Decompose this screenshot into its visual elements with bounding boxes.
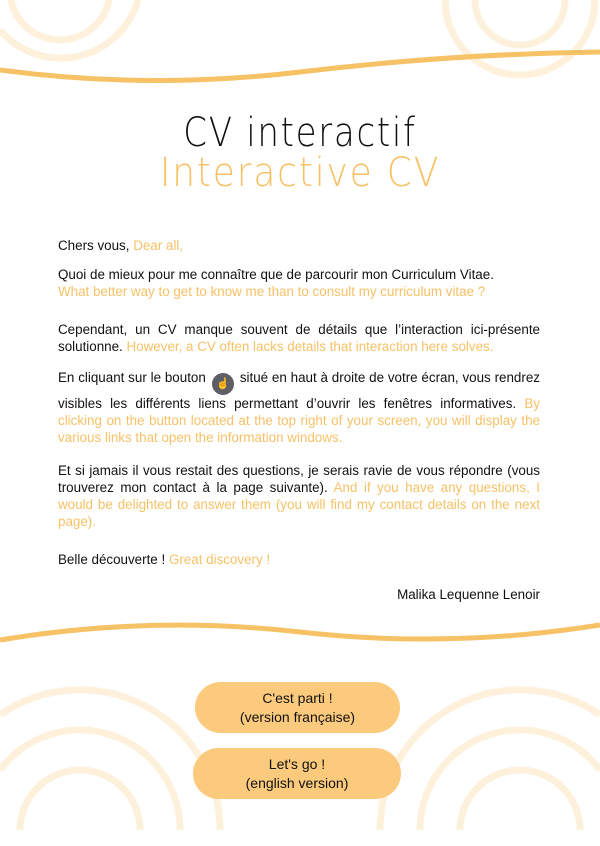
signature: Malika Lequenne Lenoir [397, 587, 540, 602]
paragraph-intro: Quoi de mieux pour me connaître que de parcourir mon Curriculum Vitae. What better way to get to know me than to consult my curriculum vitae ? [58, 267, 494, 299]
hand-pointer-icon: ☝ [212, 373, 234, 395]
button-sublabel: (english version) [245, 774, 349, 791]
paragraph-questions: Et si jamais il vous restait des questions, je serais ravie de vous répondre (vous trouverez mon contact à la page suivante). And if you have any questions, I would be delighted to answer them (you will find my contact details on the next page). [58, 463, 541, 529]
english-version-button[interactable] [193, 748, 401, 799]
paragraph-cv-details: Cependant, un CV manque souvent de détails que l’interaction ici-présente solutionne. However, a CV often lacks details that interaction here solves. [58, 322, 540, 354]
button-label: C'est parti ! [262, 689, 333, 706]
paragraph-button-hint: En cliquant sur le bouton ☝ situé en haut à droite de votre écran, vous rendrez visibles les différents liens permettant d’ouvrir les fenêtres informatives. By clicking on the button located at the top right of your screen, you will display the various links that open the information windows. [58, 370, 540, 445]
french-version-button[interactable] [195, 682, 400, 733]
title-english: Interactive CV [159, 150, 441, 196]
greeting: Chers vous, Dear all, [58, 238, 184, 253]
title-french: CV interactif [183, 110, 417, 156]
closing: Belle découverte ! Great discovery ! [58, 552, 271, 567]
button-label: Let's go ! [268, 755, 326, 772]
button-sublabel: (version française) [239, 708, 356, 725]
